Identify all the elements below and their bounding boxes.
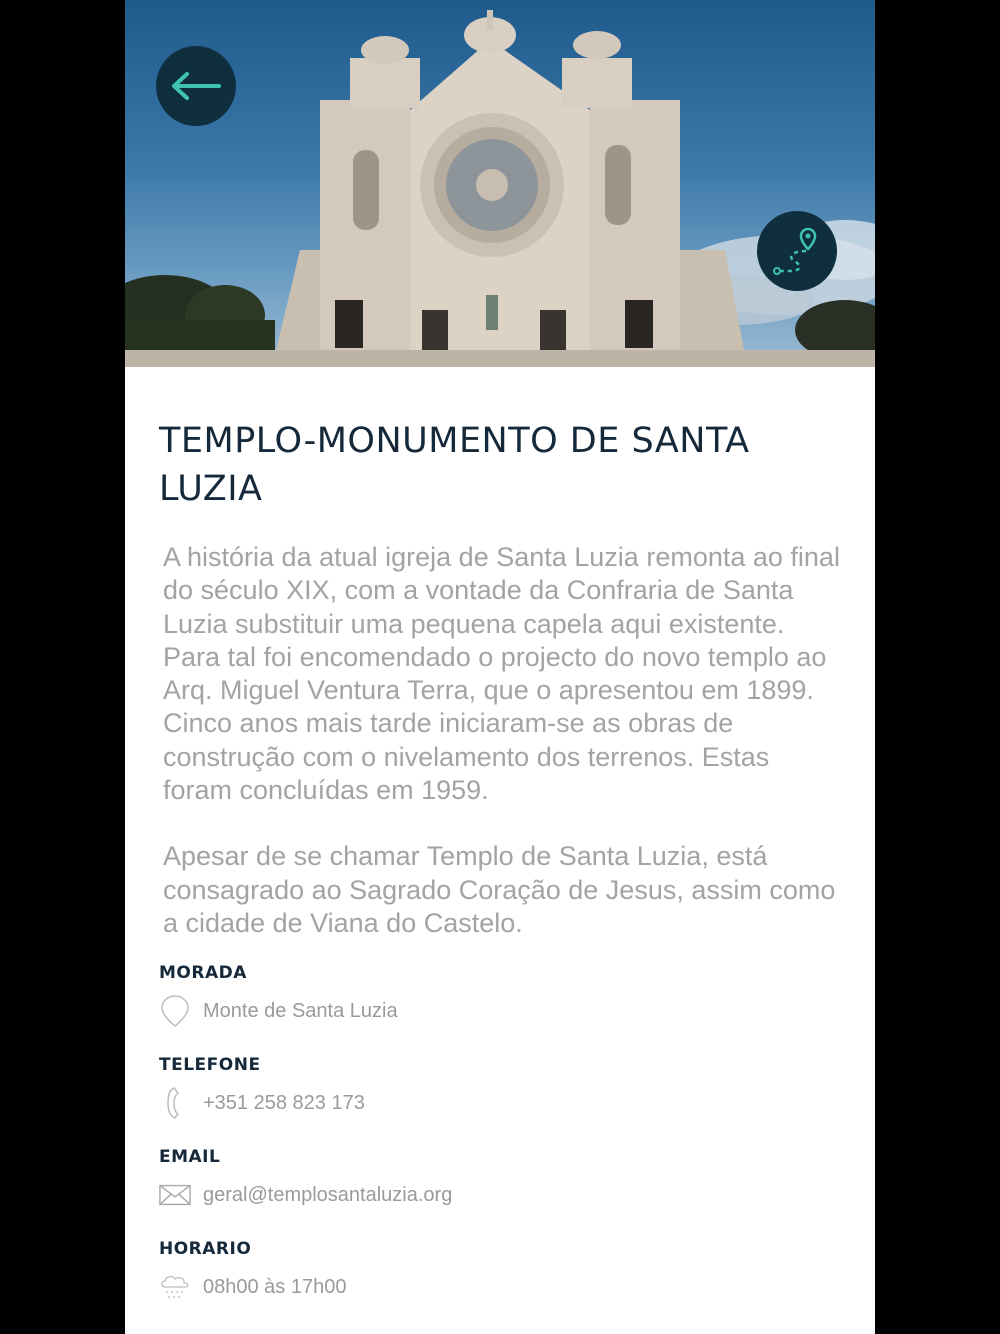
description-paragraph: A história da atual igreja de Santa Luzia remonta ao final do século XIX, com a vontade da Confraria de Santa Luzia substituir uma pequena capela aqui existente. Para tal foi encomendado o projecto do novo templo ao Arq. Miguel Ventura Terra, que o apresentou em 1899. Cinco anos mais tarde iniciaram-se as obras de construção com o nivelamento dos terrenos. Estas foram concluídas em 1959. (163, 542, 840, 806)
place-description (159, 541, 841, 940)
envelope-icon (159, 1179, 191, 1211)
email-section (159, 1146, 841, 1210)
route-map-icon (772, 225, 822, 277)
address-row[interactable] (159, 996, 841, 1026)
route-button[interactable] (757, 211, 837, 291)
phone-row[interactable] (159, 1088, 841, 1118)
hours-section (159, 1238, 841, 1302)
phone-icon (159, 1087, 191, 1119)
phone-value: +351 258 823 173 (203, 1091, 365, 1114)
church-photo (125, 0, 875, 367)
email-label: EMAIL (159, 1147, 221, 1168)
address-label: MORADA (159, 963, 247, 984)
phone-section (159, 1054, 841, 1118)
app-screen (125, 0, 875, 1334)
info-list (159, 962, 841, 1302)
phone-label: TELEFONE (159, 1055, 261, 1076)
hours-value: 08h00 às 17h00 (203, 1275, 347, 1298)
email-value: geral@templosantaluzia.org (203, 1183, 453, 1206)
map-pin-icon (159, 995, 191, 1027)
weather-rain-icon (159, 1271, 191, 1303)
place-title: TEMPLO-MONUMENTO DE SANTA LUZIA (159, 421, 750, 509)
arrow-left-icon (169, 70, 223, 102)
email-row[interactable] (159, 1180, 841, 1210)
hero-image (125, 0, 875, 367)
place-details (125, 367, 875, 1302)
description-paragraph: Apesar de se chamar Templo de Santa Luzia, está consagrado ao Sagrado Coração de Jesus, assim como a cidade de Viana do Castelo. (163, 841, 836, 938)
address-value: Monte de Santa Luzia (203, 999, 398, 1022)
back-button[interactable] (156, 46, 236, 126)
hours-label: HORARIO (159, 1239, 252, 1260)
hours-row (159, 1272, 841, 1302)
address-section (159, 962, 841, 1026)
